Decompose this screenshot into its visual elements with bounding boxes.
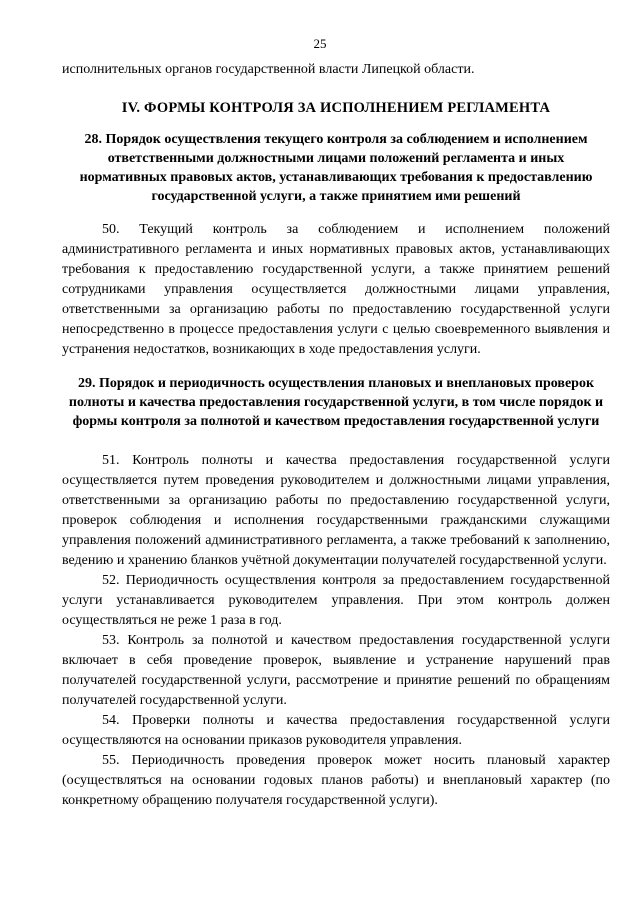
section-28-title: 28. Порядок осуществления текущего контроля за соблюдением и исполнением ответственными должностными лицами положений регламента и иных нормативных правовых актов, устанавливающих требования к предоставлению государственной услуги, а также принятием ими решений bbox=[79, 132, 593, 204]
paragraph-54: 54. Проверки полноты и качества предоставления государственной услуги осуществляются на основании приказов руководителя управления. bbox=[62, 713, 610, 748]
paragraph-52: 52. Периодичность осуществления контроля за предоставлением государственной услуги устанавливается руководителем управления. При этом контроль должен осуществляться не реже 1 раза в год. bbox=[62, 573, 610, 628]
paragraph-50: 50. Текущий контроль за соблюдением и исполнением положений административного регламента и иных нормативных правовых актов, устанавливающих требования к предоставлению государственной услуги, а также принятием решений сотрудниками управления осуществляется должностными лицами управления, ответственными за организацию работы по предоставлению государственной услуги непосредственно в процессе предоставления услуги с целью своевременного выявления и устранения недостатков, возникающих в ходе предоставления услуги. bbox=[62, 222, 610, 357]
document-body bbox=[62, 60, 610, 811]
page-number: 25 bbox=[313, 36, 327, 51]
paragraph-55: 55. Периодичность проведения проверок может носить плановый характер (осуществляться на основании годовых планов работы) и внеплановый характер (по конкретному обращению получателя государственной услуги). bbox=[62, 753, 610, 808]
chapter-title: IV. ФОРМЫ КОНТРОЛЯ ЗА ИСПОЛНЕНИЕМ РЕГЛАМЕНТА bbox=[121, 100, 551, 116]
intro-text: исполнительных органов государственной власти Липецкой области. bbox=[62, 62, 475, 77]
section-29-title: 29. Порядок и периодичность осуществления плановых и внеплановых проверок полноты и качества предоставления государственной услуги, в том числе порядок и формы контроля за полнотой и качеством предоставления государственной услуги bbox=[68, 376, 604, 429]
paragraph-53: 53. Контроль за полнотой и качеством предоставления государственной услуги включает в себя проведение проверок, выявление и устранение нарушений прав получателей государственной услуги, рассмотрение и принятие решений по обращениям получателей государственной услуги. bbox=[62, 633, 610, 708]
paragraph-51: 51. Контроль полноты и качества предоставления государственной услуги осуществляется путем проведения руководителем и должностными лицами управления, ответственными за организацию работы по предоставлению государственной услуги, проверок соблюдения и исполнения государственными гражданскими служащими управления положений административного регламента, а также требований к заполнению, ведению и хранению бланков учётной документации получателей государственной услуги. bbox=[62, 453, 610, 568]
